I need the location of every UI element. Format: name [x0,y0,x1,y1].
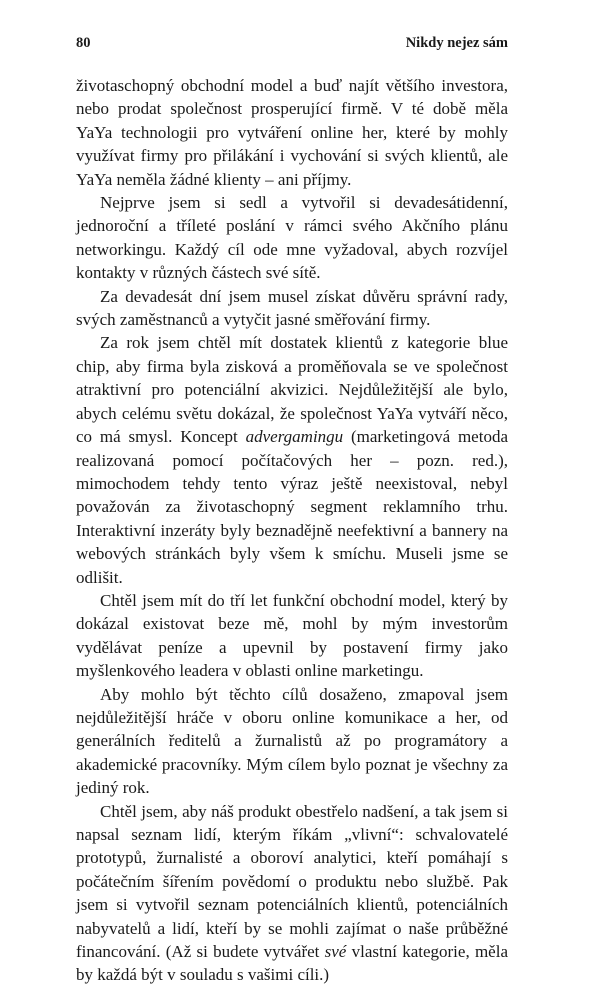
paragraph-4 [76,331,508,588]
paragraph-text: Chtěl jsem mít do tří let funkční obchodní model, který by dokázal existovat beze mě, mohl by mým investorům vydělávat peníze a upevnil by postavení firmy jako myšlenkového leadera v oblasti online marketingu. [76,590,508,681]
paragraph-text: (marketingová metoda realizovaná pomocí počítačových her – pozn. red.), mimochodem tehdy tento výraz ještě neexistoval, nebyl považován za životaschopný segment reklamního trhu. Interaktivní inzeráty byly beznadějně neefektivní a bannery na webových stránkách byly všem k smíchu. Museli jsme se odlišit. [76,427,508,587]
paragraph-text: Za rok jsem chtěl mít dostatek klientů z kategorie blue chip, aby firma byla zisková a proměňovala se ve společnost atraktivní pro potenciální akvizici. Nejdůležitější ale bylo, abych celému světu dokázal, že společnost YaYa vytváří něco, co má smysl. Koncept [76,333,508,447]
running-header [76,34,508,52]
italic-emphasis: své [324,942,347,962]
running-title: Nikdy nejez sám [405,35,508,51]
paragraph-7 [76,800,508,987]
paragraph-text: Za devadesát dní jsem musel získat důvěru správní rady, svých zaměstnanců a vytyčit jasné směřování firmy. [76,286,508,330]
italic-term: advergamingu [245,427,344,447]
paragraph-text: životaschopný obchodní model a buď najít většího investora, nebo prodat společnost prosperující firmě. V té době měla YaYa technologii pro vytváření online her, které by mohly využívat firmy pro přilákání i vychování si svých klientů, ale YaYa neměla žádné klienty – ani příjmy. [76,76,508,189]
paragraph-1 [76,74,508,191]
paragraph-3 [76,285,508,332]
paragraph-2 [76,191,508,285]
body-text [76,74,508,987]
paragraph-text: vlastní kategorie, měla by každá být v souladu s vašimi cíli.) [76,942,508,985]
paragraph-text: Chtěl jsem, aby náš produkt obestřelo nadšení, a tak jsem si napsal seznam lidí, kterým říkám „vlivní“: schvalovatelé prototypů, žurnalisté a oboroví analytici, kteří pomáhají s počátečním šířením povědomí o produktu nebo službě. Pak jsem si vytvořil seznam potenciálních klientů, potenciálních nabyvatelů a lidí, kteří by se mohli zajímat o naše průběžné financování. (Až si budete vytvářet [76,801,508,962]
paragraph-5 [76,589,508,683]
page-number: 80 [76,35,91,51]
paragraph-6 [76,683,508,800]
paragraph-text: Nejprve jsem si sedl a vytvořil si devadesátidenní, jednoroční a tříleté poslání v rámci svého Akčního plánu networkingu. Každý cíl ode mne vyžadoval, abych rozvíjel kontakty v různých částech své sítě. [76,193,508,283]
paragraph-text: Aby mohlo být těchto cílů dosaženo, zmapoval jsem nejdůležitější hráče v oboru online komunikace a her, od generálních ředitelů a žurnalistů až po programátory a akademické pracovníky. Mým cílem bylo poznat je všechny za jediný rok. [76,684,508,798]
